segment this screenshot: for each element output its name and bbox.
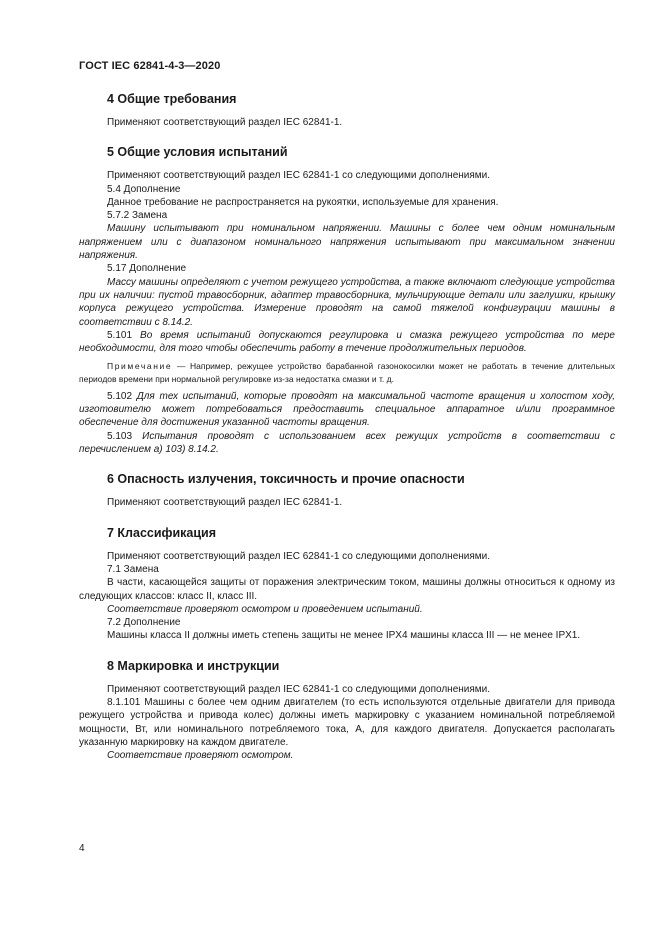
section-title: 8 Маркировка и инструкции <box>107 658 280 673</box>
note-text: — Например, режущее устройство барабанной газонокосилки может не работать в течение длительных периодов времени при нормальной регулировке из-за недостатка смазки и т. д. <box>79 361 615 384</box>
clause-heading: 7.1 Замена <box>107 563 159 575</box>
section-5 <box>79 143 615 456</box>
clause-paragraph <box>79 430 615 457</box>
paragraph: Машины класса II должны иметь степень защиты не менее IPX4 машины класса III — не менее IPX1. <box>107 630 581 642</box>
paragraph: Применяют соответствующий раздел IEC 62841-1. <box>107 497 343 509</box>
section-6 <box>79 470 615 509</box>
section-title: 5 Общие условия испытаний <box>107 145 288 160</box>
clause-heading: 7.2 Дополнение <box>107 617 181 629</box>
paragraph: В части, касающейся защиты от поражения электрическим током, машины должны относиться к одному из следующих классов: класс II, класс III. <box>79 577 615 602</box>
requirement-text: Машину испытывают при номинальном напряжении. Машины с более чем одним номинальным напряжением или с диапазоном номинального напряжения испытывают при максимальном значении напряжения. <box>79 223 615 262</box>
note-label: Примечание <box>107 361 173 372</box>
requirement-text: Массу машины определяют с учетом режущего устройства, а также включают следующие устройства при их наличии: пустой травосборник, адаптер травосборника, мульчирующие детали или заглушки, крышку корпуса режущего устройства. Измерение проводят на самой тяжелой конфигурации машины в соответствии с 8.14.2. <box>79 276 615 328</box>
clause-text: Испытания проводят с использованием всех режущих устройств в соответствии с перечислением а) 103) 8.14.2. <box>79 430 615 456</box>
clause-paragraph <box>79 390 615 430</box>
clause-heading: 5.17 Дополнение <box>107 263 187 275</box>
section-4 <box>79 90 615 129</box>
clause-text: Для тех испытаний, которые проводят на максимальной частоте вращения и холостом ходу, изготовителю может потребоваться предоставить специальное аппаратное и/или программное обеспечение для достижения указанной частоты вращения. <box>79 390 615 429</box>
page-number: 4 <box>79 843 85 854</box>
section-title: 7 Классификация <box>107 525 217 540</box>
clause-heading: 5.4 Дополнение <box>107 183 181 195</box>
clause-number: 5.101 <box>107 329 141 341</box>
paragraph: Применяют соответствующий раздел IEC 62841-1 со следующими дополнениями. <box>107 550 491 562</box>
compliance-text: Соответствие проверяют осмотром и проведением испытаний. <box>107 603 423 615</box>
section-8 <box>79 657 615 763</box>
clause-number: 5.103 <box>107 430 143 442</box>
section-title: 4 Общие требования <box>107 92 237 106</box>
document-id: ГОСТ IEC 62841-4-3—2020 <box>79 60 221 72</box>
clause-text: Во время испытаний допускаются регулировка и смазка режущего устройства по мере необходимости, для того чтобы обеспечить работу в течение продолжительных периодов. <box>79 329 615 355</box>
clause-paragraph <box>79 329 615 356</box>
paragraph: Применяют соответствующий раздел IEC 62841-1 со следующими дополнениями. <box>107 170 491 182</box>
paragraph: 8.1.101 Машины с более чем одним двигателем (то есть используются отдельные двигатели для привода режущего устройства и привода колес) должны иметь маркировку с указанием номинальной потребляемой мощности, Вт, или номинального потребляемого тока, А, для каждого двигателя. Допускается располагать указанную маркировку на каждом двигателе. <box>79 697 615 748</box>
section-7 <box>79 524 615 643</box>
compliance-text: Соответствие проверяют осмотром. <box>107 750 294 762</box>
note <box>79 360 615 384</box>
document-body <box>79 90 615 763</box>
paragraph: Данное требование не распространяется на рукоятки, используемые для хранения. <box>107 196 499 208</box>
section-title: 6 Опасность излучения, токсичность и прочие опасности <box>107 472 465 487</box>
clause-heading: 5.7.2 Замена <box>107 210 168 222</box>
paragraph: Применяют соответствующий раздел IEC 62841-1 со следующими дополнениями. <box>107 683 491 695</box>
paragraph: Применяют соответствующий раздел IEC 62841-1. <box>107 117 343 128</box>
clause-number: 5.102 <box>107 390 137 402</box>
